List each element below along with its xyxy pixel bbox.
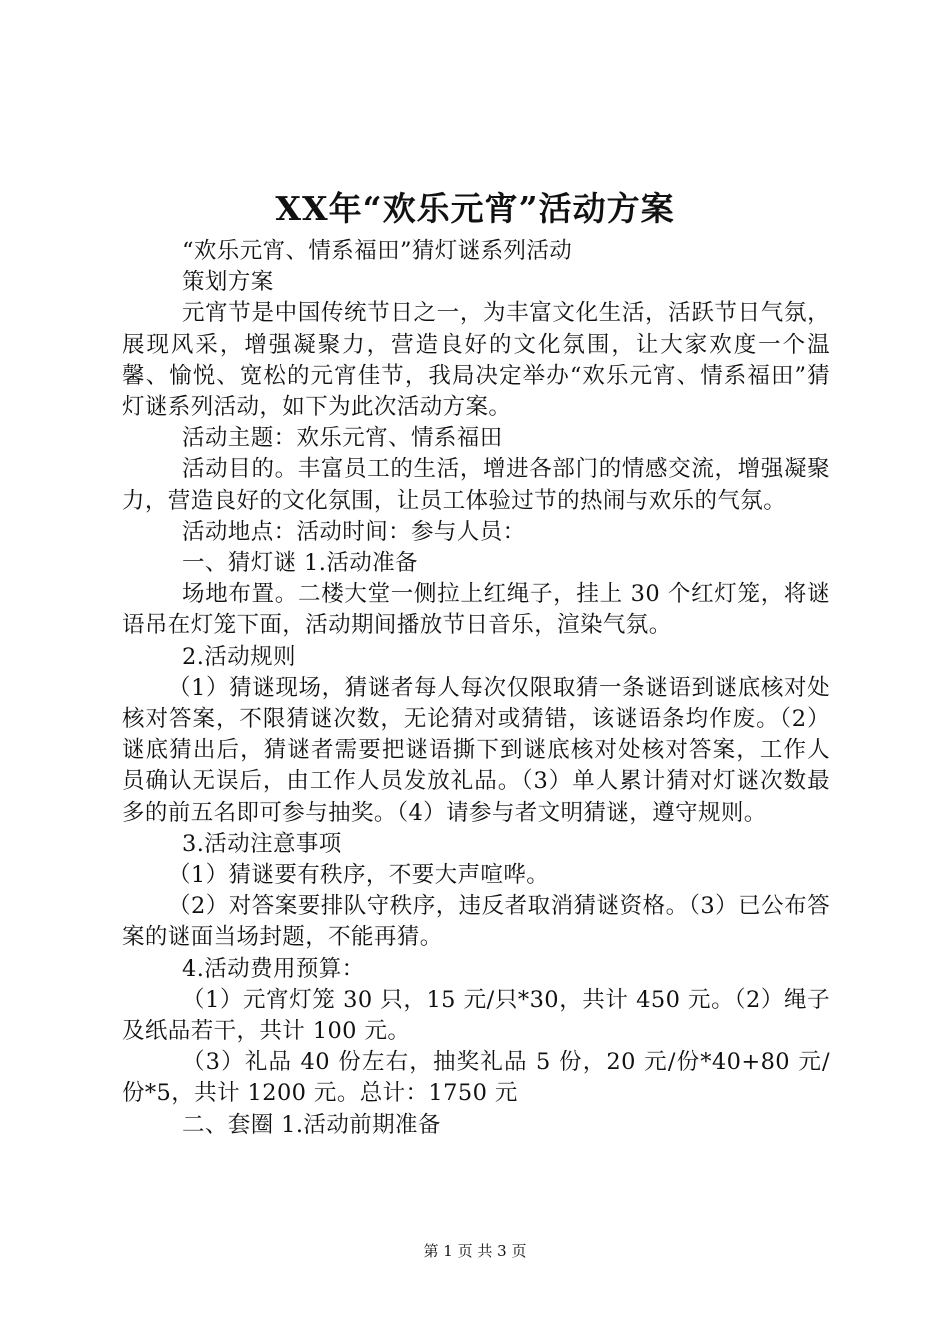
paragraph-purpose: 活动目的。丰富员工的生活，增进各部门的情感交流，增强凝聚力，营造良好的文化氛围，让员工体验过节的热闹与欢乐的气氛。 [122, 456, 830, 514]
paragraph-section-ring-toss: 二、套圈 1.活动前期准备 [182, 1111, 441, 1138]
document-title: XX年“欢乐元宵”活动方案 [275, 189, 675, 228]
paragraph-budget-heading: 4.活动费用预算： [182, 955, 365, 982]
paragraph-intro: 元宵节是中国传统节日之一，为丰富文化生活，活跃节日气氛，展现风采，增强凝聚力，营造良好的文化氛围，让大家欢度一个温馨、愉悦、宽松的元宵佳节，我局决定举办“欢乐元宵、情系福田”猜灯谜系列活动，如下为此次活动方案。 [122, 300, 830, 421]
paragraph-plan-label: 策划方案 [182, 269, 274, 296]
paragraph-theme: 活动主题：欢乐元宵、情系福田 [182, 425, 503, 452]
document-body [122, 236, 830, 1141]
paragraph-note-1: （1）猜谜要有秩序，不要大声喧哗。 [168, 862, 550, 889]
paragraph-venue: 场地布置。二楼大堂一侧拉上红绳子，挂上 30 个红灯笼，将谜语吊在灯笼下面，活动期间播放节日音乐，渲染气氛。 [122, 581, 830, 639]
paragraph-subtitle: “欢乐元宵、情系福田”猜灯谜系列活动 [182, 238, 573, 264]
paragraph-rules: （1）猜谜现场，猜谜者每人每次仅限取猜一条谜语到谜底核对处核对答案，不限猜谜次数，无论猜对或猜错，该谜语条均作废。（2）谜底猜出后，猜谜者需要把谜语撕下到谜底核对处核对答案，工作人员确认无误后，由工作人员发放礼品。（3）单人累计猜对灯谜次数最多的前五名即可参与抽奖。（4）请参与者文明猜谜，遵守规则。 [122, 674, 830, 826]
paragraph-section-riddles: 一、猜灯谜 1.活动准备 [182, 550, 418, 577]
paragraph-note-2: （2）对答案要排队守秩序，违反者取消猜谜资格。（3）已公布答案的谜面当场封题，不能再猜。 [122, 893, 830, 951]
paragraph-rules-heading: 2.活动规则 [182, 643, 296, 670]
page-footer: 第 1 页 共 3 页 [423, 1242, 527, 1260]
paragraph-budget-2: （3）礼品 40 份左右，抽奖礼品 5 份，20 元/份*40+80 元/份*5，共计 1200 元。总计：1750 元 [122, 1049, 830, 1107]
paragraph-place-time: 活动地点：活动时间：参与人员： [182, 518, 526, 545]
paragraph-notes-heading: 3.活动注意事项 [182, 830, 342, 857]
paragraph-budget-1: （1）元宵灯笼 30 只，15 元/只*30，共计 450 元。（2）绳子及纸品若干，共计 100 元。 [122, 986, 830, 1045]
